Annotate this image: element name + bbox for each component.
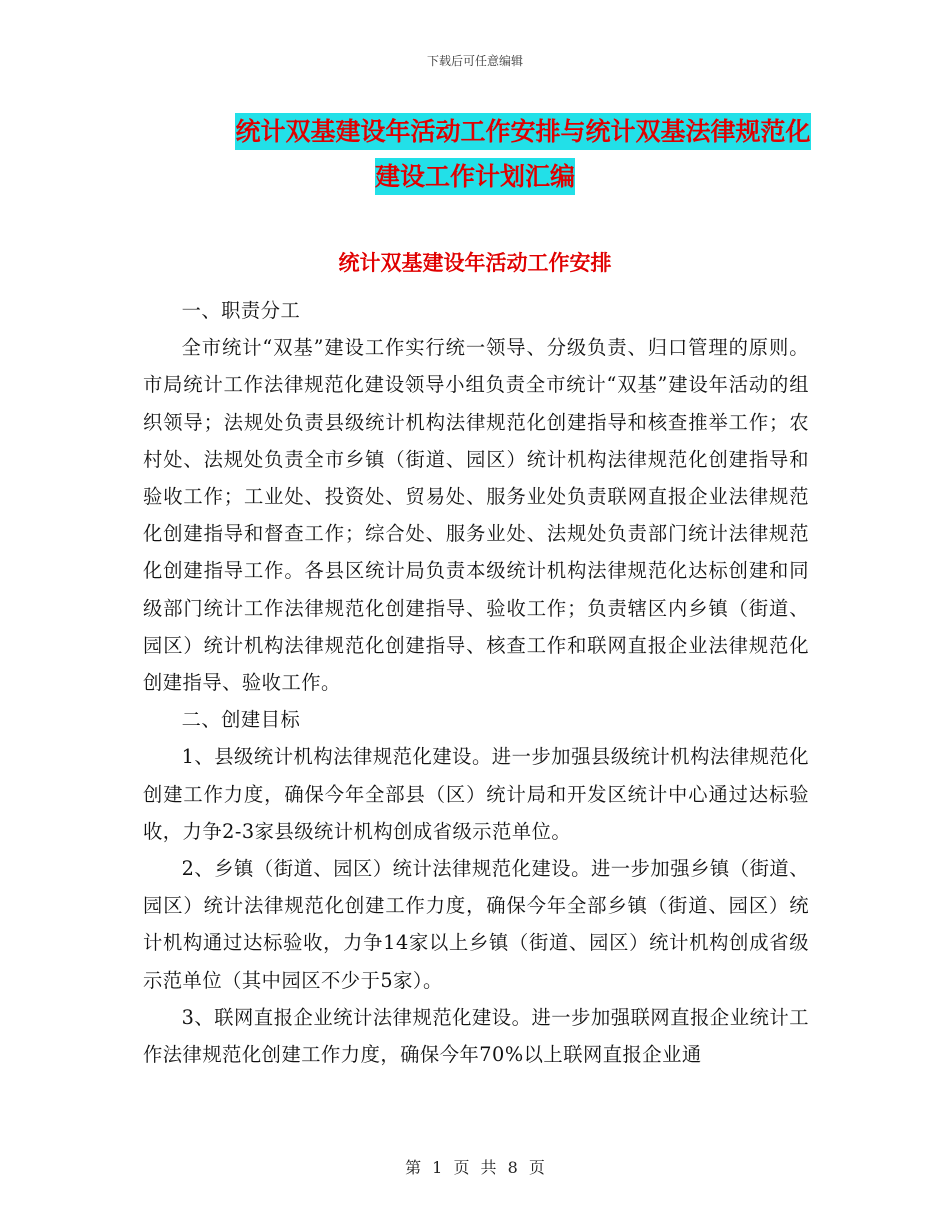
heading-duties: 一、职责分工 xyxy=(181,299,301,322)
section-title: 统计双基建设年活动工作安排 xyxy=(338,251,612,275)
document-title-line-2: 建设工作计划汇编 xyxy=(0,157,950,193)
page-header-note: 下载后可任意编辑 xyxy=(426,54,523,68)
page-number-footer: 第 1 页 共 8 页 xyxy=(405,1158,545,1177)
heading-goals: 二、创建目标 xyxy=(181,708,301,732)
document-body xyxy=(143,292,809,1073)
paragraph-goal-1: 1、县级统计机构法律规范化建设。进一步加强县级统计机构法律规范化创建工作力度，确保今年全部县（区）统计局和开发区统计中心通过达标验收，力争2-3家县级统计机构创成省级示范单位。 xyxy=(143,745,809,843)
paragraph-goal-2: 2、乡镇（街道、园区）统计法律规范化建设。进一步加强乡镇（街道、园区）统计法律规范化创建工作力度，确保今年全部乡镇（街道、园区）统计机构通过达标验收，力争14家以上乡镇（街道、园区）统计机构创成省级示范单位（其中园区不少于5家）。 xyxy=(143,857,809,992)
paragraph-goal-3: 3、联网直报企业统计法律规范化建设。进一步加强联网直报企业统计工作法律规范化创建工作力度，确保今年70%以上联网直报企业通 xyxy=(143,1005,809,1067)
paragraph-duties: 全市统计“双基”建设工作实行统一领导、分级负责、归口管理的原则。市局统计工作法律规范化建设领导小组负责全市统计“双基”建设年活动的组织领导；法规处负责县级统计机构法律规范化创建指导和核查推举工作；农村处、法规处负责全市乡镇（街道、园区）统计机构法律规范化创建指导和验收工作；工业处、投资处、贸易处、服务业处负责联网直报企业法律规范化创建指导和督查工作；综合处、服务业处、法规处负责部门统计法律规范化创建指导工作。各县区统计局负责本级统计机构法律规范化达标创建和同级部门统计工作法律规范化创建指导、验收工作；负责辖区内乡镇（街道、园区）统计机构法律规范化创建指导、核查工作和联网直报企业法律规范化创建指导、验收工作。 xyxy=(143,336,809,695)
document-title-line-1: 统计双基建设年活动工作安排与统计双基法律规范化 xyxy=(48,112,950,148)
